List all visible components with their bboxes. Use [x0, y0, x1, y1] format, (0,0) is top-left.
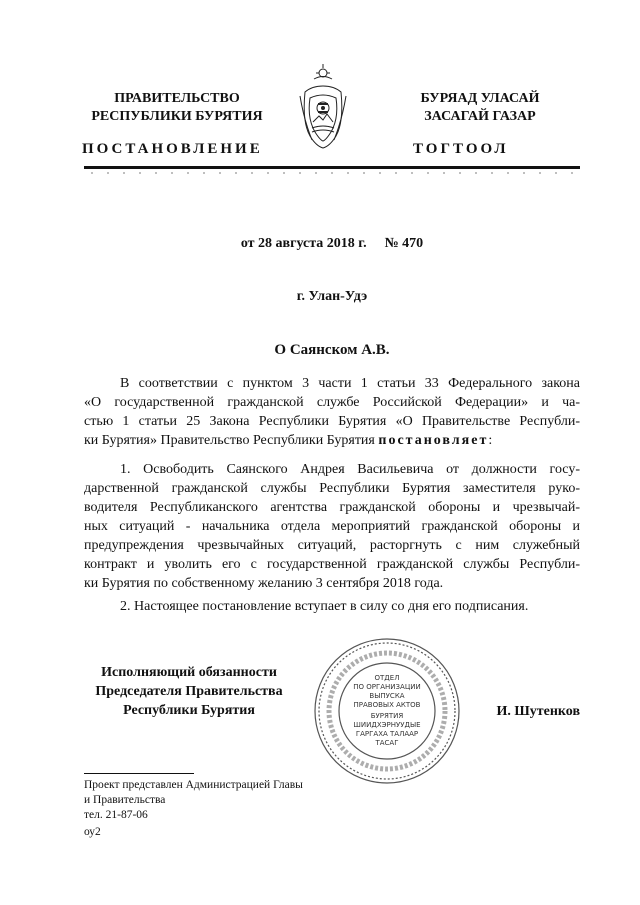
- doc-type-ru: ПОСТАНОВЛЕНИЕ: [82, 141, 263, 157]
- document-title: О Саянском А.В.: [274, 342, 390, 358]
- header-left-line1: ПРАВИТЕЛЬСТВО: [114, 91, 240, 106]
- header-divider: [84, 166, 580, 169]
- stamp-text-line: ОТДЕЛ: [374, 674, 400, 682]
- header-left-line2: РЕСПУБЛИКИ БУРЯТИЯ: [91, 109, 263, 124]
- signatory-position: [84, 663, 294, 720]
- stamp-text-line: ПРАВОВЫХ АКТОВ: [353, 701, 421, 709]
- preamble-line: стью 1 статьи 25 Закона Республики Бурятия «О Правительстве Республи-: [84, 414, 580, 429]
- clause-1-line: водителя Республиканского агентства гражданской обороны и чрезвычай-: [84, 500, 580, 515]
- position-line1: Исполняющий обязанности: [101, 665, 277, 680]
- position-line3: Республики Бурятия: [123, 703, 255, 718]
- preamble-line: «О государственной гражданской службе Российской Федерации» и ча-: [84, 395, 580, 410]
- header-right-line1: БУРЯАД УЛАСАЙ: [420, 91, 540, 106]
- stamp-text-line: ПО ОРГАНИЗАЦИИ: [353, 683, 421, 691]
- document-number: № 470: [384, 236, 424, 251]
- clause-2-line: 2. Настоящее постановление вступает в силу со дня его подписания.: [120, 599, 529, 614]
- position-line2: Председателя Правительства: [95, 684, 283, 699]
- stamp-text-line: ВЫПУСКА: [369, 692, 405, 700]
- footer-phone: тел. 21-87-06: [84, 809, 148, 821]
- coat-of-arms-icon: [296, 62, 350, 152]
- clause-1-line: предупреждения чрезвычайных ситуаций, расторгнуть с ним служебный: [84, 538, 580, 553]
- footer-note: [84, 778, 303, 823]
- header-right: [380, 90, 580, 126]
- clause-1-line: дарственной гражданской службы Республики Бурятия заместителя руко-: [84, 481, 580, 496]
- clause-1-line: контракт и уволить его с государственной гражданской службы Республи-: [84, 557, 580, 572]
- header-left: [68, 90, 286, 126]
- footer-line1: Проект представлен Администрацией Главы: [84, 779, 303, 791]
- stamp-text-line: ШИИДХЭРНУУДЫЕ: [353, 721, 421, 729]
- clause-1-paragraph: [84, 460, 580, 593]
- clause-2-paragraph: [84, 597, 580, 616]
- preamble-paragraph: [84, 374, 580, 450]
- decree-colon: :: [488, 433, 493, 448]
- header-dotted-divider: [84, 171, 580, 175]
- document-code: оу2: [84, 826, 101, 838]
- doc-type-bur: ТОГТООЛ: [413, 141, 509, 157]
- stamp-text-line: БУРЯТИЯ: [370, 712, 404, 720]
- footer-divider: [84, 773, 194, 774]
- decree-word: постановляет: [378, 433, 489, 448]
- header-right-line2: ЗАСАГАЙ ГАЗАР: [424, 109, 536, 124]
- preamble-last-text: ки Бурятия» Правительство Республики Бурятия: [84, 433, 379, 448]
- signer-name: И. Шутенков: [496, 704, 580, 719]
- preamble-line: В соответствии с пунктом 3 части 1 статьи 33 Федерального закона: [120, 376, 580, 391]
- clause-1-line: ных ситуаций - начальника отдела мероприятий гражданской обороны и: [84, 519, 580, 534]
- preamble-line-last: [84, 431, 580, 450]
- stamp-text-line: ТАСАГ: [375, 739, 399, 747]
- document-date: от 28 августа 2018 г.: [240, 236, 367, 251]
- stamp-text-line: ГАРГАХА ТАЛААР: [355, 730, 419, 738]
- clause-1-line: ки Бурятия по собственному желанию 3 сентября 2018 года.: [84, 576, 444, 591]
- city: г. Улан-Удэ: [296, 289, 368, 304]
- date-number-line: [84, 236, 580, 252]
- footer-line2: и Правительства: [84, 794, 166, 806]
- official-stamp-icon: [312, 636, 462, 786]
- clause-1-line: 1. Освободить Саянского Андрея Васильевича от должности госу-: [120, 462, 580, 477]
